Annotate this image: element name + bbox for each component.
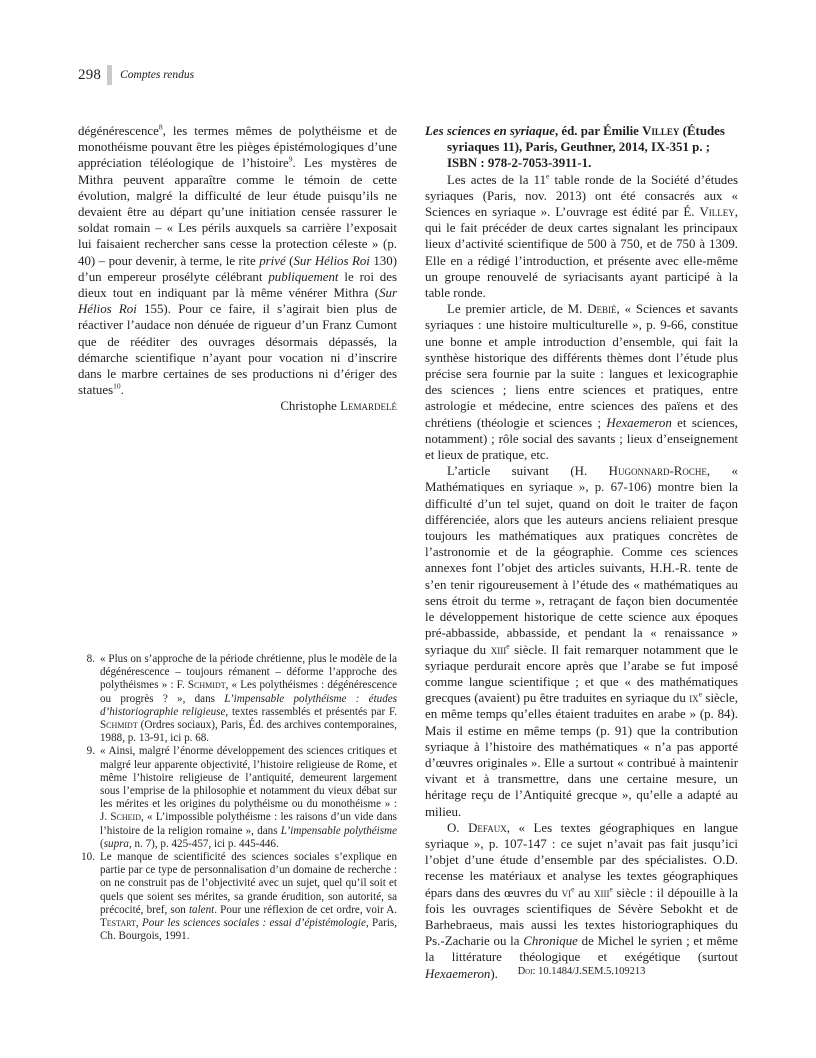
footnote-10 [78, 851, 397, 943]
left-column [78, 123, 397, 415]
footnote-8 [78, 653, 397, 745]
doi-line[interactable]: Doi: 10.1484/J.SEM.5.109213 [517, 966, 646, 977]
footnote-ref[interactable]: 9 [288, 155, 293, 165]
footnote-number: 8. [86, 653, 95, 665]
footnote-ref[interactable]: 8 [158, 122, 163, 132]
page-header [78, 64, 194, 86]
footnote-text: Le manque de scientificité des sciences sociales s’explique en partie par ce type de personnalisation d’un domaine de recherche : on ne construit pas de l’objectivité avec un sujet, quel qu’il soit et quels que soient ses mérites, sa grande érudition, son autorité, sa précocité, bref, son talent. Pour une réflexion de cet ordre, voir A. Testart, Pour les sciences sociales : essai d’épistémologie, Paris, Ch. Bourgois, 1991. [100, 851, 398, 943]
header-divider [107, 65, 112, 85]
footnote-number: 9. [86, 745, 95, 758]
review-paragraph-2: Le premier article, de M. Debié, « Sciences et savants syriaques : une histoire multiculturelle », p. 9-66, constitue une bonne et ample introduction d’ensemble, qui fait la synthèse historique des différents thèmes dont l’étude plus précise sera fournie par la suite : langues et lexicographie des sciences ; liens entre sciences et pratiques, entre astrologie et médecine, entre sciences des païens et des chrétiens (théologie et sciences ; Hexaemeron et sciences, notamment) ; rôle social des savants ; lieux d’enseignement et lieux de pratique, etc. [425, 302, 739, 463]
footnote-ref[interactable]: 10 [113, 381, 121, 391]
page-number: 298 [78, 66, 102, 83]
review-paragraph-3: L’article suivant (H. Hugonnard-Roche, « Mathématiques en syriaque », p. 67-106) montre bien la difficulté d’un tel sujet, quand on doit le traiter de façon différenciée, alors que les auteurs anciens reliaient presque toujours les mathématiques aux pratiques concrètes de l’astronomie et de la géographie. Comme ces sciences annexes font l’objet des articles suivants, H.H.-R. tente de s’en tenir rigoureusement à l’étude des « mathématiques au sens étroit du terme », retraçant de façon bien documentée le développement historique de cette science aux époques pré-abbasside, abbasside, et pendant la « renaissance » syriaque du xiii$^e$ siècle. Il fait remarquer notamment que le syriaque perdurait encore après que l’arabe se fut imposé comme langue scientifique ; et que « des mathématiques grecques (avaient) pu être traduites en syriaque du $ix^e$ siècle, en même temps qu’elles étaient traduites en arabe » (p. 84). Mais il estime en même temps (p. 91) que la contribution syriaque à l’histoire des mathématiques « n’a pas apporté d’œuvres originales ». Elle a surtout « contribué à maintenir vivant et à transmettre, dans une certaine mesure, un héritage reçu de l’Antiquité grecque », qu’elle a adapté au milieu. [425, 464, 739, 819]
left-paragraph: dégénérescence$^8$, les termes mêmes de polythéisme et de monothéisme pouvant être les pièges épistémologiques d’une appréciation téléologique de l’histoire$^9$. Les mystères de Mithra peuvent apparaître comme le témoin de cette évolution, malgré la difficulté de leur étude puisqu’ils ne devaient être au départ qu’une initiation censée rassurer le soldat romain – « Les périls auxquels sa carrière l’exposait lui faisaient rechercher sans cesse la protection céleste » (p. 40) – pour devenir, à terme, le rite privé (Sur Hélios Roi 130) d’un empereur prosélyte célébrant publiquement le roi des dieux tout en indiquant par là même vénérer Mithra (Sur Hélios Roi 155). Pour ce faire, il s’agirait bien plus de réactiver l’audace non dénuée de rigueur d’un Franz Cumont que de rééditer des ouvrages désormais dépassés, la démarche scientifique n’ayant pour vocation ni d’inscrire dans le marbre certaines de ses productions ni d’ériger des statues$^{10}$. [78, 122, 397, 398]
footnote-number: 10. [81, 851, 95, 864]
review-heading: Les sciences en syriaque, éd. par Émilie Villey (Études syriaques 11), Paris, Geuthner, 2014, IX-351 p. ; ISBN : 978-2-7053-3911-1. [425, 124, 725, 171]
author-signature: Christophe Lemardelé [280, 399, 397, 414]
right-column [425, 123, 738, 982]
footnote-text: « Plus on s’approche de la période chrétienne, plus le modèle de la dégénérescence – toujours rémanent – déforme l’approche des polythéismes » : F. Schmidt, « Les polythéismes : dégénérescence ou progrès ? », dans L’impensable polythéisme : études d’historiographie religieuse, textes rassemblés et présentés par F. Schmidt (Ordres sociaux), Paris, Éd. des archives contemporaines, 1988, p. 13-91, ici p. 68. [100, 653, 398, 745]
footnote-text: « Ainsi, malgré l’énorme développement des sciences critiques et malgré leur apparente objectivité, l’histoire religieuse de Rome, et même l’histoire religieuse de l’antiquité, demeurent largement sous l’emprise de la philosophie et notamment du vieux débat sur les mérites et les origines du polythéisme ou du monothéisme » : J. Scheid, « L’impossible polythéisme : les raisons d’un vide dans l’histoire de la religion romaine », dans L’impensable polythéisme (supra, n. 7), p. 425-457, ici p. 445-446. [100, 745, 397, 850]
footnote-9 [78, 745, 397, 851]
footnotes [78, 653, 397, 943]
review-paragraph-4: O. Defaux, « Les textes géographiques en langue syriaque », p. 107-147 : ce sujet n’avait pas fait jusqu’ici l’objet d’une étude d’ensemble par des spécialistes. O.D. recense les matériaux et analyse les textes géographiques épars dans des œuvres du $vi^e$ au xiii$^e$ siècle : il dépouille à la fois les ouvrages scientifiques de Sévère Sebokht et de Barhebraeus, mais aussi les textes historiographiques du Ps.-Zacharie ou la Chronique de Michel le syrien ; et même la littérature théologique et exégétique (surtout Hexaemeron). [425, 820, 738, 981]
review-paragraph-1: Les actes de la 11e table ronde de la Société d’études syriaques (Paris, nov. 2013) ont été consacrés aux « Sciences en syriaque ». L’ouvrage est édité par É. Villey, qui le fait précéder de deux cartes signalant les principaux lieux d’activité scientifique de 500 à 750, et de 750 à 1309. Elle en a rédigé l’introduction, et présente avec elle-même un groupe renouvelé de syriacisants ayant participé à la table ronde. [425, 171, 738, 301]
running-head: Comptes rendus [120, 69, 195, 81]
